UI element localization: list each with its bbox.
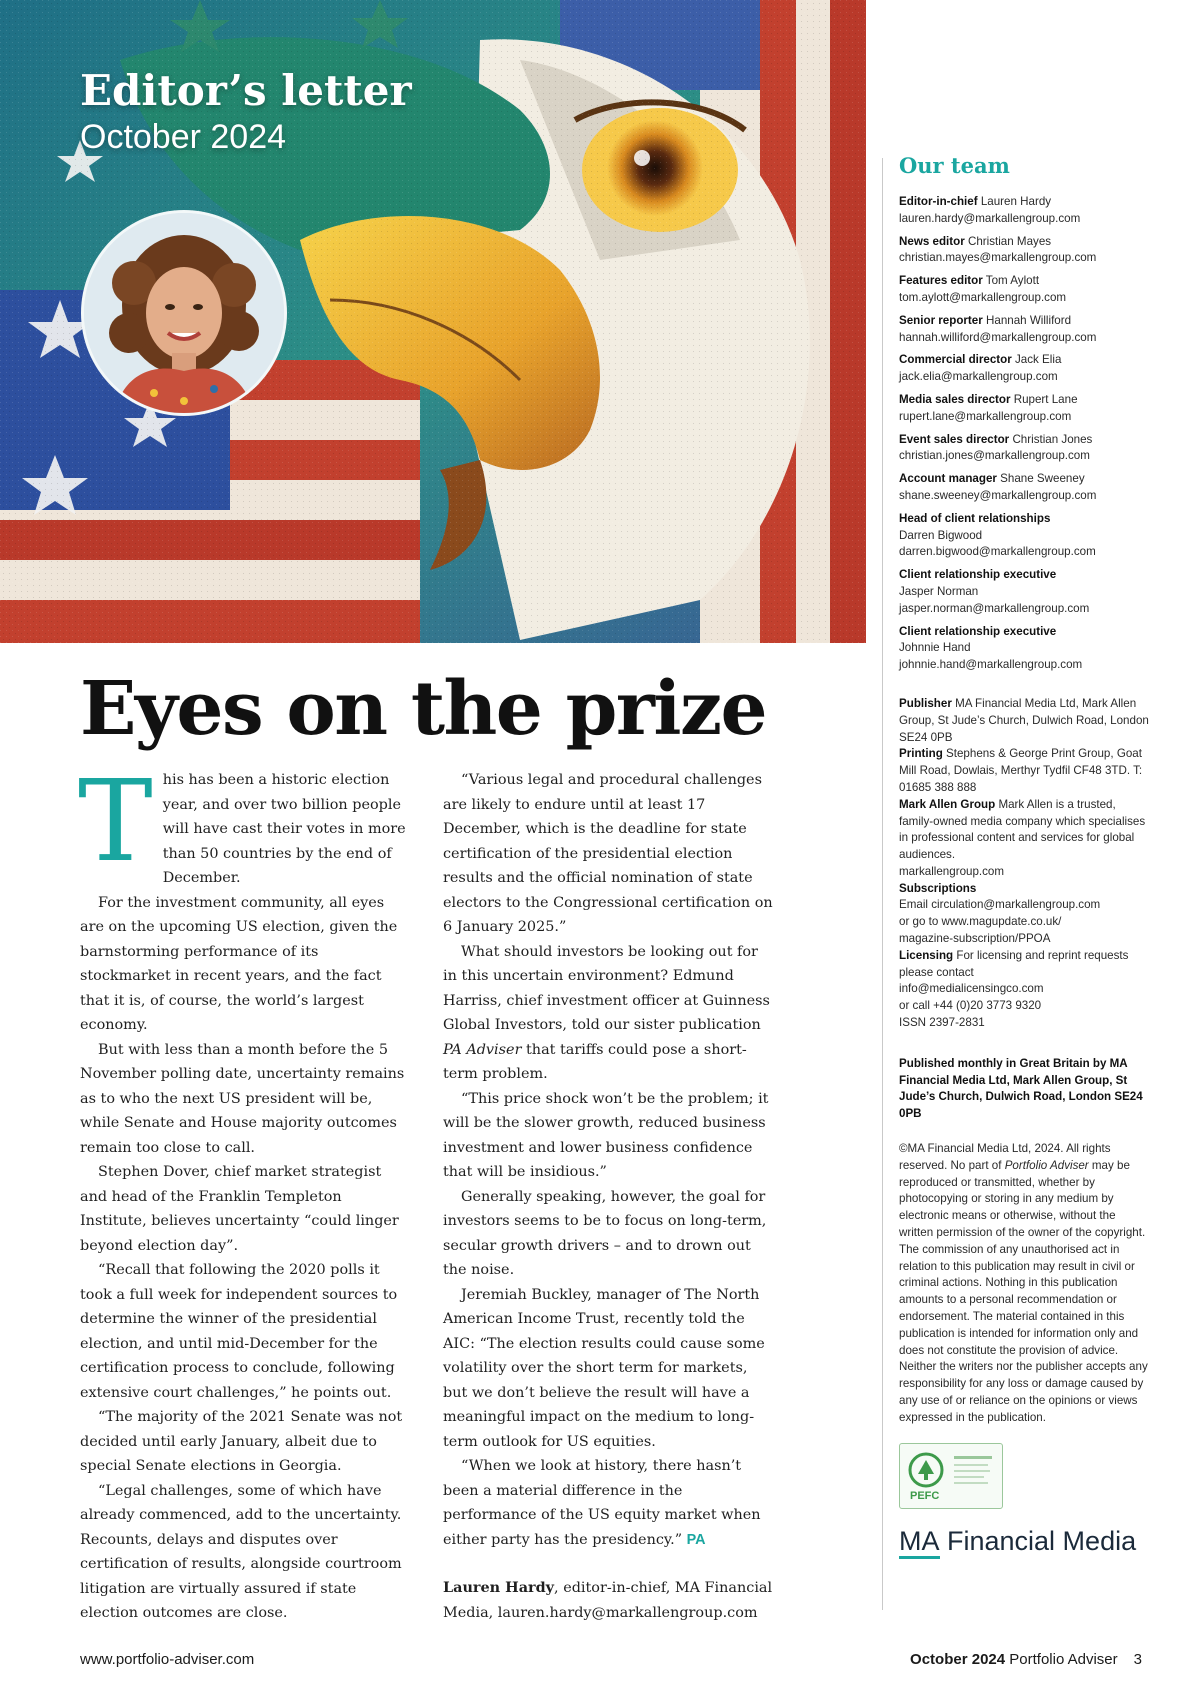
section-kicker <box>80 66 412 158</box>
body-paragraph: his has been a historic election year, and over two billion people will have cast their votes in more than 50 countries by the end of December. <box>162 772 406 886</box>
team-member: Commercial director Jack Elia jack.elia@markallengroup.com <box>899 352 1149 386</box>
group-line: Mark Allen Group Mark Allen is a trusted, family-owned media company which specialises in professional content and services for global audiences. markallengroup.com <box>899 797 1149 881</box>
publication-name: PA Adviser <box>443 1041 522 1058</box>
footer-website[interactable]: www.portfolio-adviser.com <box>80 1651 255 1668</box>
body-paragraph: For the investment community, all eyes are on the upcoming US election, given the barnstorming performance of its stockmarket in recent years, and the fact that it is, of course, the world’s largest economy. <box>80 894 398 1033</box>
team-email[interactable]: christian.jones@markallengroup.com <box>899 449 1090 463</box>
author-signoff: Lauren Hardy, editor-in-chief, MA Financial Media, lauren.hardy@markallengroup.com <box>443 1579 773 1621</box>
team-member: News editor Christian Mayes christian.mayes@markallengroup.com <box>899 234 1149 268</box>
end-mark: PA <box>686 1531 706 1548</box>
footer-folio <box>910 1650 1142 1670</box>
publisher-line: Publisher MA Financial Media Ltd, Mark Allen Group, St Jude’s Church, Dulwich Road, London SE24 0PB <box>899 696 1149 744</box>
footer-issue: October 2024 <box>910 1651 1006 1668</box>
team-member: Head of client relationships Darren Bigwood darren.bigwood@markallengroup.com <box>899 511 1149 561</box>
team-member: Media sales director Rupert Lane rupert.lane@markallengroup.com <box>899 392 1149 426</box>
team-email[interactable]: darren.bigwood@markallengroup.com <box>899 545 1096 559</box>
drop-cap: T <box>78 757 153 887</box>
editor-photo <box>84 213 284 413</box>
licensing-line: Licensing For licensing and reprint requests please contact info@medialicensingco.com or call +44 (0)20 3773 9320 ISSN 2397-2831 <box>899 948 1149 1032</box>
body-paragraph: “When we look at history, there hasn’t been a material difference in the performance of the US equity market when either party has the presidency.” PA <box>443 1458 761 1548</box>
team-member: Client relationship executive Johnnie Hand johnnie.hand@markallengroup.com <box>899 624 1149 674</box>
team-email[interactable]: jasper.norman@markallengroup.com <box>899 601 1090 615</box>
article-headline: Eyes on the prize <box>80 666 767 752</box>
team-member: Editor-in-chief Lauren Hardy lauren.hardy@markallengroup.com <box>899 194 1149 228</box>
editor-portrait <box>81 210 287 416</box>
sidebar-divider <box>882 158 883 1610</box>
hero-image <box>0 0 866 643</box>
body-paragraph: “This price shock won’t be the problem; it will be the slower growth, reduced business investment and lower business confidence that will be insidious.” <box>443 1090 769 1180</box>
team-member: Senior reporter Hannah Williford hannah.williford@markallengroup.com <box>899 313 1149 347</box>
printing-line: Printing Stephens & George Print Group, Goat Mill Road, Dowlais, Merthyr Tydfil CF48 3TD. T: 01685 388 888 <box>899 747 1143 794</box>
team-member: Account manager Shane Sweeney shane.sweeney@markallengroup.com <box>899 471 1149 505</box>
body-paragraph: “Various legal and procedural challenges are likely to endure until at least 17 December, which is the deadline for state certification of the presidential election results and the official nomination of state electors to the Congressional certification on 6 January 2025.” <box>443 772 773 935</box>
article-column-2 <box>443 768 775 1625</box>
team-email[interactable]: rupert.lane@markallengroup.com <box>899 409 1072 423</box>
masthead-sidebar <box>899 152 1149 1557</box>
author-name: Lauren Hardy <box>443 1579 555 1596</box>
subscriptions-line: Subscriptions Email circulation@markallengroup.com or go to www.magupdate.co.uk/ magazine-subscription/PPOA <box>899 881 1101 946</box>
team-member: Features editor Tom Aylott tom.aylott@markallengroup.com <box>899 273 1149 307</box>
group-website[interactable]: markallengroup.com <box>899 864 1005 878</box>
team-heading: Our team <box>899 153 1010 178</box>
published-note: Published monthly in Great Britain by MA Financial Media Ltd, Mark Allen Group, St Jude’s Church, Dulwich Road, London SE24 0PB <box>899 1056 1143 1121</box>
copyright-notice: ©MA Financial Media Ltd, 2024. All rights reserved. No part of Portfolio Adviser may be reproduced or transmitted, whether by photocopying or storing in any medium by electronic means or otherwise, without the written permission of the owner of the copyright. The commission of any unauthorised act in relation to this publication may result in civil or criminal actions. Nothing in this publication amounts to a personal recommendation or endorsement. The material contained in this publication is intended for information only and does not constitute the provision of advice. Neither the writers nor the publisher accepts any responsibility for any loss or damage caused by any use of or reliance on the opinions or views expressed in the publication. <box>899 1142 1148 1424</box>
team-email[interactable]: hannah.williford@markallengroup.com <box>899 330 1097 344</box>
pefc-label: PEFC <box>910 1489 940 1502</box>
body-paragraph: But with less than a month before the 5 November polling date, uncertainty remains as to who the next US president will be, while Senate and House majority outcomes remain too close to call. <box>80 1041 405 1156</box>
team-email[interactable]: lauren.hardy@markallengroup.com <box>899 211 1081 225</box>
section-title: Editor’s letter <box>80 66 412 115</box>
publisher-info <box>899 696 1149 1032</box>
body-paragraph: Generally speaking, however, the goal for investors seems to be to focus on long-term, secular growth drivers – and to drown out the noise. <box>443 1188 767 1278</box>
issue-date: October 2024 <box>80 118 287 156</box>
pefc-certification-logo <box>899 1443 1003 1509</box>
team-email[interactable]: tom.aylott@markallengroup.com <box>899 290 1067 304</box>
team-member: Client relationship executive Jasper Norman jasper.norman@markallengroup.com <box>899 567 1149 617</box>
team-email[interactable]: shane.sweeney@markallengroup.com <box>899 488 1097 502</box>
body-paragraph: What should investors be looking out for in this uncertain environment? Edmund Harriss, chief investment officer at Guinness Global Investors, told our sister publication PA Adviser that tariffs could pose a short-term problem. <box>443 943 770 1082</box>
team-email[interactable]: jack.elia@markallengroup.com <box>899 370 1058 384</box>
issn: ISSN 2397-2831 <box>899 1016 985 1030</box>
body-paragraph: “The majority of the 2021 Senate was not decided until early January, albeit due to special Senate elections in Georgia. <box>80 1409 403 1474</box>
team-email[interactable]: johnnie.hand@markallengroup.com <box>899 658 1083 672</box>
body-paragraph: Stephen Dover, chief market strategist and head of the Franklin Templeton Institute, believes uncertainty “could linger beyond election day”. <box>80 1164 399 1254</box>
ma-financial-media-logo: MA Financial Media <box>899 1525 1137 1556</box>
page-number: 3 <box>1133 1651 1142 1668</box>
body-paragraph: Jeremiah Buckley, manager of The North American Income Trust, recently told the AIC: “The election results could cause some volatility over the short term for markets, but we don’t believe the result will have a meaningful impact on the medium to long-term outlook for US equities. <box>443 1286 765 1450</box>
article-column-1 <box>78 757 412 1626</box>
footer-magazine: Portfolio Adviser <box>1009 1651 1118 1668</box>
team-email[interactable]: christian.mayes@markallengroup.com <box>899 251 1097 265</box>
team-member: Event sales director Christian Jones christian.jones@markallengroup.com <box>899 432 1149 466</box>
body-paragraph: “Recall that following the 2020 polls it took a full week for independent sources to determine the winner of the presidential election, and until mid-December for the certification process to conclude, following extensive court challenges,” he points out. <box>80 1262 398 1401</box>
body-paragraph: “Legal challenges, some of which have already commenced, add to the uncertainty. Recounts, delays and disputes over certification of results, alongside courtroom litigation are virtually assured if state election outcomes are close. <box>80 1482 402 1621</box>
